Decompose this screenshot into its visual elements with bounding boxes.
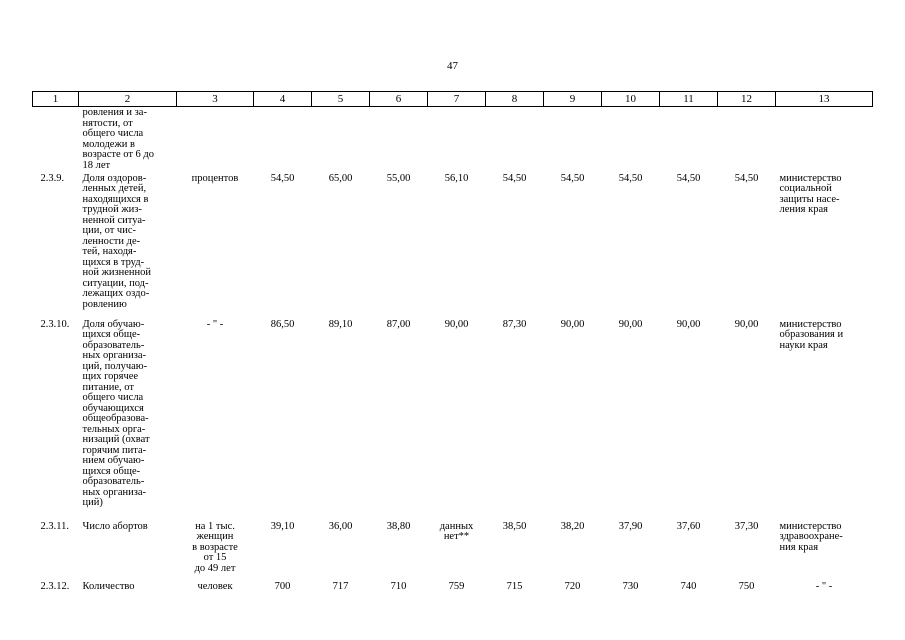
value-cell — [660, 107, 718, 173]
table-row — [33, 319, 873, 521]
value-cell: 39,10 — [270, 520, 295, 532]
indicator-name: Число абортов — [82, 520, 148, 532]
value-cell — [428, 107, 486, 173]
column-header: 10 — [602, 92, 660, 107]
row-code: 2.3.12. — [40, 580, 70, 592]
unit: на 1 тыс. женщин в возрасте от 15 до 49 лет — [192, 520, 238, 574]
table-row — [33, 173, 873, 319]
value-cell: 740 — [680, 580, 697, 592]
table-row — [33, 521, 873, 581]
column-header: 1 — [33, 92, 79, 107]
value-cell: 730 — [622, 580, 639, 592]
value-cell: 87,30 — [502, 318, 527, 330]
value-cell: 759 — [448, 580, 465, 592]
value-cell: 54,50 — [560, 172, 585, 184]
value-cell — [544, 107, 602, 173]
value-cell: 38,80 — [386, 520, 411, 532]
indicators-table — [32, 91, 873, 601]
indicator-name: ровления и за- нятости, от общего числа молодежи в возрасте от 6 до 18 лет — [82, 107, 155, 171]
column-header: 5 — [312, 92, 370, 107]
indicator-name: Доля оздоров- ленных детей, находящихся в трудной жиз- ненной ситуа- ции, от чис- ленности де- тей, находя- щихся в труд- ной жизненной ситуации, под- лежащих оздо- ровлению — [82, 172, 152, 310]
row-code: 2.3.9. — [40, 172, 65, 184]
value-cell: 37,60 — [676, 520, 701, 532]
value-cell: 55,00 — [386, 172, 411, 184]
value-cell: 90,00 — [560, 318, 585, 330]
value-cell: 56,10 — [444, 172, 469, 184]
unit: человек — [197, 580, 233, 592]
value-cell: 750 — [738, 580, 755, 592]
table-row — [33, 107, 873, 173]
page-number: 47 — [447, 60, 458, 72]
value-cell: 54,50 — [502, 172, 527, 184]
value-cell: 86,50 — [270, 318, 295, 330]
column-header: 13 — [776, 92, 873, 107]
value-cell: 36,00 — [328, 520, 353, 532]
column-number-header-row — [33, 92, 873, 107]
value-cell: 54,50 — [270, 172, 295, 184]
value-cell: 90,00 — [676, 318, 701, 330]
responsible-org: министерство социальной защиты насе- ления края — [779, 172, 842, 215]
value-cell: 89,10 — [328, 318, 353, 330]
unit — [177, 107, 254, 173]
value-cell — [370, 107, 428, 173]
column-header: 8 — [486, 92, 544, 107]
indicator-name: Количество — [82, 580, 135, 592]
value-cell: 90,00 — [734, 318, 759, 330]
column-header: 11 — [660, 92, 718, 107]
value-cell — [312, 107, 370, 173]
value-cell — [718, 107, 776, 173]
value-cell: 65,00 — [328, 172, 353, 184]
value-cell: 90,00 — [444, 318, 469, 330]
value-cell: 720 — [564, 580, 581, 592]
row-code: 2.3.10. — [40, 318, 70, 330]
column-header: 3 — [177, 92, 254, 107]
row-code: 2.3.11. — [40, 520, 69, 532]
column-header: 2 — [79, 92, 177, 107]
indicator-name: Доля обучаю- щихся обще- образователь- ных организа- ций, получаю- щих горячее питание, от общего числа обучающихся общеобразова- тельных орга- низаций (охват горячим пита- нием обучаю- щихся обще- образователь- ных организа- ций) — [82, 318, 150, 508]
column-header: 7 — [428, 92, 486, 107]
value-cell: 87,00 — [386, 318, 411, 330]
value-cell: 715 — [506, 580, 523, 592]
value-cell — [602, 107, 660, 173]
value-cell: 37,90 — [618, 520, 643, 532]
value-cell: 37,30 — [734, 520, 759, 532]
value-cell: 54,50 — [618, 172, 643, 184]
unit: - " - — [206, 318, 224, 330]
responsible-org: - " - — [815, 580, 833, 592]
value-cell: 700 — [274, 580, 291, 592]
column-header: 4 — [254, 92, 312, 107]
value-cell — [254, 107, 312, 173]
value-cell: 38,20 — [560, 520, 585, 532]
table-row — [33, 581, 873, 601]
column-header: 6 — [370, 92, 428, 107]
value-cell: 54,50 — [734, 172, 759, 184]
responsible-org: министерство здравоохране- ния края — [779, 520, 843, 553]
value-cell: 38,50 — [502, 520, 527, 532]
value-cell: 54,50 — [676, 172, 701, 184]
column-header: 12 — [718, 92, 776, 107]
responsible-org: министерство образования и науки края — [779, 318, 844, 351]
value-cell — [486, 107, 544, 173]
column-header: 9 — [544, 92, 602, 107]
responsible-org — [776, 107, 873, 173]
value-cell: данных нет** — [439, 520, 474, 542]
value-cell: 90,00 — [618, 318, 643, 330]
value-cell: 717 — [332, 580, 349, 592]
unit: процентов — [191, 172, 239, 184]
value-cell: 710 — [390, 580, 407, 592]
row-code — [33, 107, 79, 173]
